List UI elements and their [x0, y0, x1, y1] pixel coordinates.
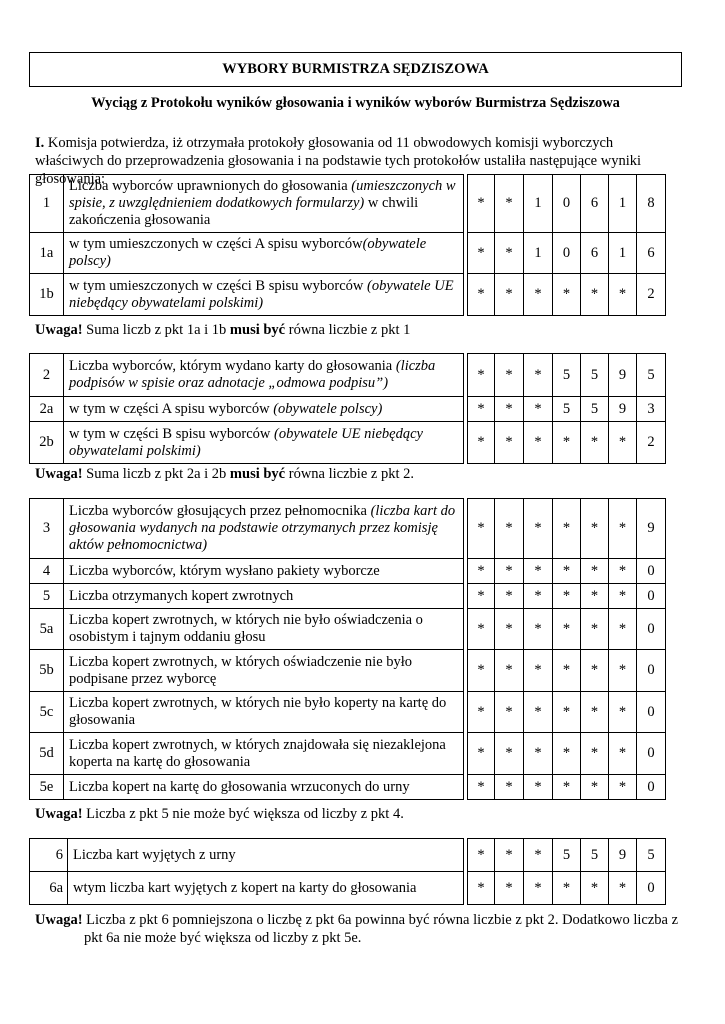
- row-text-italic: (obywatele polscy): [273, 400, 383, 417]
- digit-cell: *: [581, 775, 609, 800]
- row-description: [64, 233, 464, 274]
- digit-cell: 5: [553, 839, 581, 872]
- digit-cell: 2: [637, 422, 666, 464]
- row-text: Liczba wyborców głosujących przez pełnomocnika: [69, 503, 371, 519]
- table-row: [30, 692, 666, 733]
- digit-cell: *: [468, 499, 495, 559]
- note-warning-1: [35, 321, 410, 339]
- results-table-1: [29, 174, 666, 316]
- row-number: 1b: [30, 274, 64, 316]
- digit-cell: *: [468, 650, 495, 692]
- table-row: [30, 233, 666, 274]
- digit-cell: *: [495, 839, 524, 872]
- row-description: [64, 775, 464, 800]
- digit-cell: *: [524, 692, 553, 733]
- row-number: 5e: [30, 775, 64, 800]
- digit-cell: *: [553, 650, 581, 692]
- digit-cell: *: [468, 274, 495, 316]
- digit-cell: *: [581, 733, 609, 775]
- row-number: 6: [30, 839, 68, 872]
- table-row: [30, 422, 666, 464]
- digit-cell: *: [524, 499, 553, 559]
- digit-cell: *: [524, 775, 553, 800]
- row-description: [64, 175, 464, 233]
- row-number: 5c: [30, 692, 64, 733]
- note-text: Suma liczb z pkt 1a i 1b: [82, 322, 230, 338]
- table-row: [30, 397, 666, 422]
- note-text: Liczba z pkt 6 pomniejszona o liczbę z pkt 6a powinna być równa liczbie z pkt 2. Dodatkowo liczba z: [82, 912, 679, 928]
- digit-cell: *: [524, 584, 553, 609]
- digit-cell: *: [524, 354, 553, 397]
- table-row: [30, 609, 666, 650]
- digit-cell: 0: [637, 733, 666, 775]
- digit-cell: *: [553, 584, 581, 609]
- row-text: w tym umieszczonych w części B spisu wyborców: [69, 277, 367, 294]
- digit-cell: *: [581, 692, 609, 733]
- digit-cell: *: [495, 584, 524, 609]
- row-number: 4: [30, 559, 64, 584]
- digit-cell: *: [609, 733, 637, 775]
- row-text-continued: w chwili zakończenia głosowania: [69, 195, 419, 228]
- document-subtitle: Wyciąg z Protokołu wyników głosowania i wyników wyborów Burmistrza Sędziszowa: [91, 95, 620, 111]
- row-text: w tym w części A spisu wyborców: [69, 400, 274, 417]
- note-line: [35, 805, 404, 823]
- row-text: Liczba wyborców, którym wydano karty do głosowania: [69, 358, 396, 374]
- row-number: 5b: [30, 650, 64, 692]
- row-text: Liczba wyborców uprawnionych do głosowania: [69, 178, 352, 194]
- digit-cell: *: [468, 839, 495, 872]
- row-description: [64, 354, 464, 397]
- digit-cell: 5: [553, 397, 581, 422]
- row-text: w tym w części B spisu wyborców: [69, 425, 274, 442]
- digit-cell: *: [495, 559, 524, 584]
- digit-cell: *: [524, 422, 553, 464]
- digit-cell: *: [495, 397, 524, 422]
- row-description: [64, 609, 464, 650]
- results-table-2: [29, 353, 666, 464]
- row-number: 1: [30, 175, 64, 233]
- table-row: [30, 775, 666, 800]
- digit-cell: *: [553, 775, 581, 800]
- digit-cell: 1: [609, 233, 637, 274]
- digit-cell: *: [468, 584, 495, 609]
- intro-label: I.: [35, 135, 45, 151]
- row-text: Liczba kopert zwrotnych, w których znajdowała się niezaklejona koperta na kartę do głosowania: [69, 736, 446, 770]
- digit-cell: *: [468, 775, 495, 800]
- row-description: [64, 692, 464, 733]
- digit-cell: *: [581, 499, 609, 559]
- digit-cell: 8: [637, 175, 666, 233]
- digit-cell: 1: [524, 175, 553, 233]
- note-line: [35, 321, 410, 339]
- digit-cell: 6: [581, 233, 609, 274]
- table-row: [30, 499, 666, 559]
- digit-cell: 5: [581, 354, 609, 397]
- digit-cell: *: [524, 839, 553, 872]
- digit-cell: *: [581, 609, 609, 650]
- table-row: [30, 650, 666, 692]
- row-description: [64, 650, 464, 692]
- note-text: Liczba z pkt 5 nie może być większa od liczby z pkt 4.: [82, 806, 404, 822]
- note-emphasis: musi być: [229, 466, 286, 482]
- digit-cell: *: [553, 559, 581, 584]
- digit-cell: 5: [637, 354, 666, 397]
- row-number: 3: [30, 499, 64, 559]
- note-label: Uwaga!: [35, 912, 83, 928]
- digit-cell: *: [495, 609, 524, 650]
- row-text: w tym umieszczonych w części A spisu wyborców: [69, 236, 363, 252]
- digit-cell: 5: [581, 397, 609, 422]
- digit-cell: *: [495, 733, 524, 775]
- digit-cell: *: [553, 499, 581, 559]
- digit-cell: 0: [637, 559, 666, 584]
- digit-cell: *: [495, 175, 524, 233]
- digit-cell: *: [468, 609, 495, 650]
- row-description: [68, 872, 464, 905]
- digit-cell: 9: [609, 354, 637, 397]
- table-row: [30, 274, 666, 316]
- digit-cell: 6: [637, 233, 666, 274]
- digit-cell: *: [581, 872, 609, 905]
- digit-cell: 6: [581, 175, 609, 233]
- digit-cell: *: [609, 609, 637, 650]
- digit-cell: 1: [524, 233, 553, 274]
- digit-cell: *: [524, 872, 553, 905]
- digit-cell: 0: [553, 175, 581, 233]
- row-number: 5: [30, 584, 64, 609]
- row-text: Liczba wyborców, którym wysłano pakiety wyborcze: [69, 562, 380, 579]
- note-label: Uwaga!: [35, 806, 83, 822]
- row-number: 5d: [30, 733, 64, 775]
- digit-cell: *: [468, 559, 495, 584]
- digit-cell: 0: [637, 692, 666, 733]
- digit-cell: *: [553, 422, 581, 464]
- digit-cell: *: [581, 422, 609, 464]
- row-text-italic: (liczba podpisów w spisie oraz adnotacje „odmowa podpisu”): [69, 358, 436, 391]
- digit-cell: 0: [637, 650, 666, 692]
- digit-cell: 3: [637, 397, 666, 422]
- table-row: [30, 839, 666, 872]
- digit-cell: *: [609, 872, 637, 905]
- digit-cell: 9: [609, 839, 637, 872]
- digit-cell: 9: [637, 499, 666, 559]
- row-text: Liczba kart wyjętych z urny: [73, 846, 236, 863]
- row-description: [64, 274, 464, 316]
- note-line: [35, 911, 678, 929]
- digit-cell: 2: [637, 274, 666, 316]
- digit-cell: *: [524, 559, 553, 584]
- row-text: Liczba otrzymanych kopert zwrotnych: [69, 587, 294, 604]
- digit-cell: *: [553, 872, 581, 905]
- digit-cell: 0: [637, 609, 666, 650]
- digit-cell: *: [524, 397, 553, 422]
- digit-cell: *: [609, 274, 637, 316]
- note-warning-2: [35, 465, 414, 483]
- note-emphasis: musi być: [229, 322, 286, 338]
- row-text: Liczba kopert zwrotnych, w których nie było koperty na kartę do głosowania: [69, 695, 447, 728]
- digit-cell: *: [495, 650, 524, 692]
- row-text-italic: (umieszczonych w spisie, z uwzględnieniem dodatkowych formularzy): [69, 178, 456, 211]
- digit-cell: *: [553, 733, 581, 775]
- digit-cell: *: [581, 559, 609, 584]
- digit-cell: 0: [637, 584, 666, 609]
- row-description: [68, 839, 464, 872]
- digit-cell: *: [495, 354, 524, 397]
- digit-cell: *: [468, 692, 495, 733]
- row-number: 6a: [30, 872, 68, 905]
- row-description: [64, 499, 464, 559]
- intro-text: Komisja potwierdza, iż otrzymała protokoły głosowania od 11 obwodowych komisji wyborczych właściwych do przeprowadzenia głosowania i na podstawie tych protokołów ustaliła następujące wyniki głosowania:: [35, 135, 642, 187]
- digit-cell: *: [468, 422, 495, 464]
- results-table-4: [29, 838, 666, 905]
- digit-cell: *: [524, 650, 553, 692]
- note-line-continued: pkt 6a nie może być większa od liczby z pkt 5e.: [84, 930, 362, 946]
- digit-cell: *: [524, 609, 553, 650]
- row-text-italic: (liczba kart do głosowania wydanych na podstawie otrzymanych przez komisję aktów pełnomocnictwa): [69, 503, 456, 553]
- digit-cell: *: [609, 422, 637, 464]
- digit-cell: *: [609, 559, 637, 584]
- row-text-italic: (obywatele UE niebędący obywatelami polskimi): [69, 425, 423, 459]
- table-row: [30, 559, 666, 584]
- digit-cell: 0: [637, 872, 666, 905]
- digit-cell: 5: [553, 354, 581, 397]
- digit-cell: *: [524, 733, 553, 775]
- document-title: WYBORY BURMISTRZA SĘDZISZOWA: [222, 61, 489, 77]
- note-text-end: równa liczbie z pkt 1: [285, 322, 411, 338]
- digit-cell: 5: [637, 839, 666, 872]
- table-row: [30, 175, 666, 233]
- table-row: [30, 733, 666, 775]
- digit-cell: 0: [637, 775, 666, 800]
- row-text-italic: (obywatele UE niebędący obywatelami polskimi): [69, 277, 454, 311]
- digit-cell: 1: [609, 175, 637, 233]
- digit-cell: *: [495, 692, 524, 733]
- note-text-end: równa liczbie z pkt 2.: [285, 466, 414, 482]
- digit-cell: *: [468, 733, 495, 775]
- row-description: [64, 584, 464, 609]
- row-number: 2: [30, 354, 64, 397]
- digit-cell: *: [609, 650, 637, 692]
- row-number: 2b: [30, 422, 64, 464]
- digit-cell: *: [468, 354, 495, 397]
- digit-cell: 0: [553, 233, 581, 274]
- digit-cell: *: [495, 422, 524, 464]
- row-text: wtym liczba kart wyjętych z kopert na karty do głosowania: [73, 879, 417, 896]
- row-description: [64, 397, 464, 422]
- digit-cell: *: [609, 499, 637, 559]
- digit-cell: *: [553, 609, 581, 650]
- note-text: Suma liczb z pkt 2a i 2b: [82, 466, 230, 482]
- digit-cell: 9: [609, 397, 637, 422]
- digit-cell: *: [524, 274, 553, 316]
- table-row: [30, 584, 666, 609]
- row-description: [64, 559, 464, 584]
- digit-cell: *: [581, 650, 609, 692]
- digit-cell: *: [495, 274, 524, 316]
- note-label: Uwaga!: [35, 322, 83, 338]
- note-warning-3: [35, 805, 404, 823]
- row-text: Liczba kopert na kartę do głosowania wrzuconych do urny: [69, 778, 410, 795]
- table-row: [30, 872, 666, 905]
- digit-cell: *: [609, 775, 637, 800]
- note-label: Uwaga!: [35, 466, 83, 482]
- digit-cell: *: [468, 397, 495, 422]
- row-number: 1a: [30, 233, 64, 274]
- digit-cell: *: [581, 584, 609, 609]
- note-warning-4: [35, 911, 678, 947]
- digit-cell: *: [553, 274, 581, 316]
- digit-cell: *: [495, 775, 524, 800]
- digit-cell: *: [495, 872, 524, 905]
- digit-cell: *: [609, 692, 637, 733]
- digit-cell: *: [468, 175, 495, 233]
- row-text-italic: (obywatele polscy): [69, 236, 427, 269]
- digit-cell: 5: [581, 839, 609, 872]
- row-description: [64, 733, 464, 775]
- digit-cell: *: [495, 233, 524, 274]
- row-text: Liczba kopert zwrotnych, w których nie było oświadczenia o osobistym i tajnym oddaniu głosu: [69, 612, 423, 645]
- row-text: Liczba kopert zwrotnych, w których oświadczenie nie było podpisane przez wyborcę: [69, 653, 413, 687]
- document-title-box: [29, 52, 682, 87]
- digit-cell: *: [609, 584, 637, 609]
- digit-cell: *: [468, 872, 495, 905]
- digit-cell: *: [553, 692, 581, 733]
- table-row: [30, 354, 666, 397]
- note-line: [35, 465, 414, 483]
- digit-cell: *: [495, 499, 524, 559]
- row-number: 5a: [30, 609, 64, 650]
- row-description: [64, 422, 464, 464]
- results-table-3: [29, 498, 666, 800]
- row-number: 2a: [30, 397, 64, 422]
- digit-cell: *: [581, 274, 609, 316]
- digit-cell: *: [468, 233, 495, 274]
